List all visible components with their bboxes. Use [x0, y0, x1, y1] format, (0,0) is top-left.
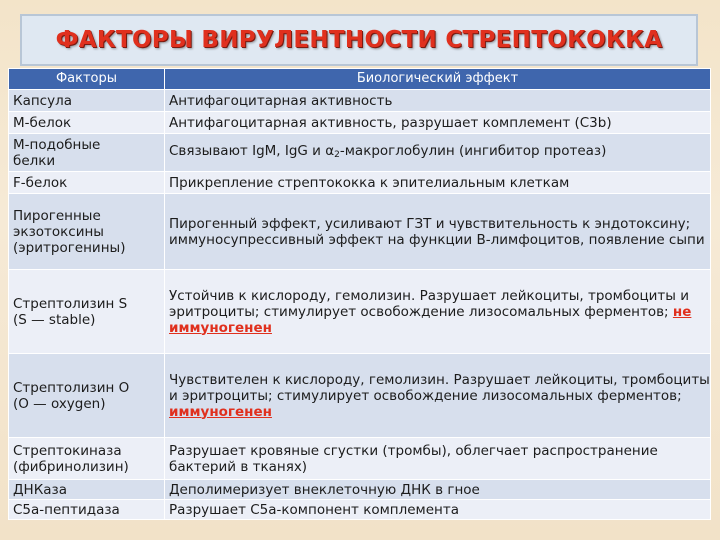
table-row	[9, 194, 711, 270]
effect-cell: Пирогенный эффект, усиливают ГЗТ и чувствительность к эндотоксину; иммуносупрессивный эффект на функции В-лимфоцитов, появление сыпи	[165, 194, 711, 270]
header-effect: Биологический эффект	[165, 69, 711, 90]
effect-cell: Антифагоцитарная активность	[165, 90, 711, 112]
effect-cell	[165, 270, 711, 354]
effect-cell	[165, 134, 711, 172]
header-factors: Факторы	[9, 69, 165, 90]
table-row	[9, 354, 711, 438]
table-row	[9, 438, 711, 480]
factor-cell: М-белок	[9, 112, 165, 134]
effect-cell: Деполимеризует внеклеточную ДНК в гное	[165, 480, 711, 500]
table-row	[9, 112, 711, 134]
immunogenic-label: иммуногенен	[169, 403, 272, 420]
factor-cell: Стрептокиназа (фибринолизин)	[9, 438, 165, 480]
factor-cell: Стрептолизин S (S — stable)	[9, 270, 165, 354]
effect-text: Чувствителен к кислороду, гемолизин. Разрушает лейкоциты, тромбоциты и эритроциты; стимулирует освобождение лизосомальных ферментов;	[169, 371, 710, 404]
factor-cell: М-подобные белки	[9, 134, 165, 172]
effect-cell	[165, 354, 711, 438]
factor-cell: Капсула	[9, 90, 165, 112]
effect-text: Устойчив к кислороду, гемолизин. Разрушает лейкоциты, тромбоциты и эритроциты; стимулирует освобождение лизосомальных ферментов;	[169, 287, 690, 320]
effect-cell: Антифагоцитарная активность, разрушает комплемент (С3b)	[165, 112, 711, 134]
virulence-factors-table	[8, 68, 711, 520]
table-row	[9, 134, 711, 172]
effect-cell: Разрушает С5а-компонент комплемента	[165, 500, 711, 520]
effect-subscript: 2	[334, 149, 340, 160]
factor-cell: Стрептолизин О (O — oxygen)	[9, 354, 165, 438]
effect-text-a: Связывают IgM, IgG и α	[169, 142, 335, 159]
table-row	[9, 480, 711, 500]
effect-cell: Разрушает кровяные сгустки (тромбы), облегчает распространение бактерий в тканях)	[165, 438, 711, 480]
table-row	[9, 172, 711, 194]
table-row	[9, 500, 711, 520]
factor-cell: ДНКаза	[9, 480, 165, 500]
effect-cell: Прикрепление стрептококка к эпителиальным клеткам	[165, 172, 711, 194]
factor-cell: F-белок	[9, 172, 165, 194]
factor-cell: С5а-пептидаза	[9, 500, 165, 520]
table-row	[9, 90, 711, 112]
table-row	[9, 270, 711, 354]
effect-text-b: -макроглобулин (ингибитор протеаз)	[339, 142, 607, 159]
not-immunogenic-label: не иммуногенен	[169, 303, 692, 336]
table-header-row	[9, 69, 711, 90]
page-title: ФАКТОРЫ ВИРУЛЕНТНОСТИ СТРЕПТОКОККА	[55, 27, 663, 53]
factor-cell: Пирогенные экзотоксины (эритрогенины)	[9, 194, 165, 270]
title-banner	[20, 14, 698, 66]
